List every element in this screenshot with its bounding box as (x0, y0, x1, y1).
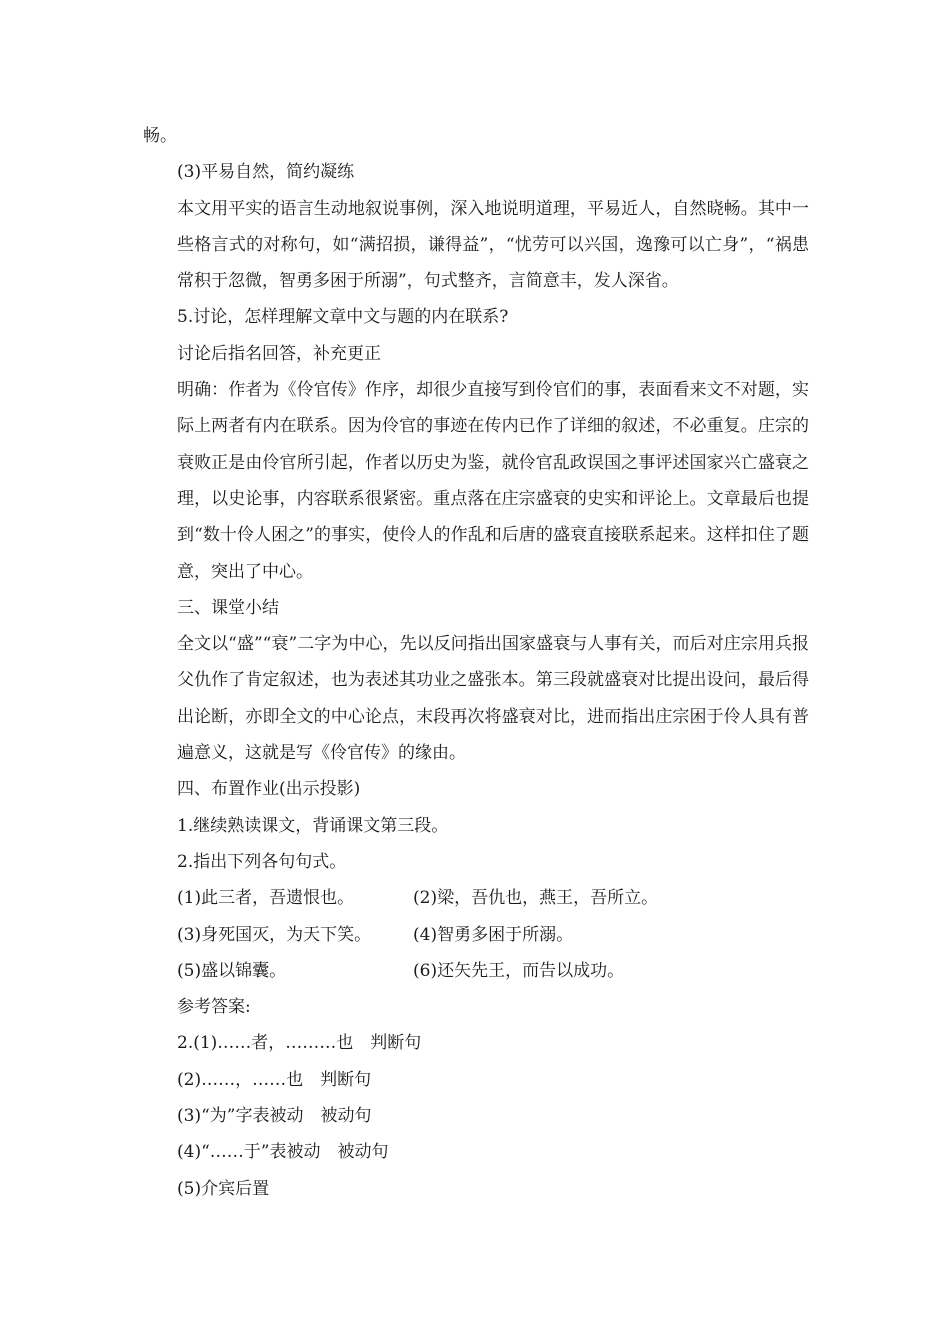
answer-item: (4)“……于”表被动 被动句 (177, 1142, 389, 1163)
answer-item: (5)介宾后置 (177, 1178, 270, 1199)
text-line: 畅。 (143, 126, 177, 146)
section-heading-homework: 四、布置作业(出示投影) (177, 779, 361, 800)
exercise-sentence: (6)还矢先王，而告以成功。 (413, 960, 625, 981)
homework-item-2: 2.指出下列各句句式。 (177, 851, 347, 872)
subheading-plain-natural: (3)平易自然，简约凝练 (177, 162, 355, 183)
discussion-question: 5.讨论，怎样理解文章中文与题的内在联系? (177, 307, 509, 328)
answer-item: (3)“为”字表被动 被动句 (177, 1106, 372, 1127)
discussion-instruction: 讨论后指名回答，补充更正 (177, 343, 381, 364)
answer-item: (2)……，……也 判断句 (177, 1069, 372, 1090)
answer-item: 2.(1)……者，………也 判断句 (177, 1033, 422, 1054)
exercise-sentence: (5)盛以锦囊。 (177, 960, 287, 981)
exercise-row (143, 953, 809, 989)
exercise-row (143, 917, 809, 953)
answers-heading: 参考答案: (177, 997, 251, 1018)
exercise-sentence: (1)此三者，吾遗恨也。 (177, 888, 355, 909)
exercise-sentence: (4)智勇多困于所溺。 (413, 924, 574, 945)
exercise-sentence: (3)身死国灭，为天下笑。 (177, 924, 372, 945)
exercise-sentence: (2)梁，吾仇也，燕王，吾所立。 (413, 888, 659, 909)
paragraph-summary: 全文以“盛”“衰”二字为中心，先以反问指出国家盛衰与人事有关，而后对庄宗用兵报父仇作了肯定叙述，也为表述其功业之盛张本。第三段就盛衰对比提出设问，最后得出论断，亦即全文的中心论点，末段再次将盛衰对比，进而指出庄宗困于伶人具有普遍意义，这就是写《伶官传》的缘由。 (177, 634, 809, 764)
homework-item-1: 1.继续熟读课文，背诵课文第三段。 (177, 815, 449, 836)
section-heading-summary: 三、课堂小结 (177, 597, 279, 618)
paragraph-language-style: 本文用平实的语言生动地叙说事例，深入地说明道理，平易近人，自然晓畅。其中一些格言式的对称句，如“满招损，谦得益”，“忧劳可以兴国，逸豫可以亡身”，“祸患常积于忽微，智勇多困于所溺”，句式整齐，言简意丰，发人深省。 (177, 198, 809, 292)
exercise-row (143, 880, 809, 916)
paragraph-clarification: 明确：作者为《伶官传》作序，却很少直接写到伶官们的事，表面看来文不对题，实际上两者有内在联系。因为伶官的事迹在传内已作了详细的叙述，不必重复。庄宗的衰败正是由伶官所引起，作者以历史为鉴，就伶官乱政误国之事评述国家兴亡盛衰之理，以史论事，内容联系很紧密。重点落在庄宗盛衰的史实和评论上。文章最后也提到“数十伶人困之”的事实，使伶人的作乱和后唐的盛衰直接联系起来。这样扣住了题意，突出了中心。 (177, 380, 809, 582)
document-page (143, 118, 809, 1207)
